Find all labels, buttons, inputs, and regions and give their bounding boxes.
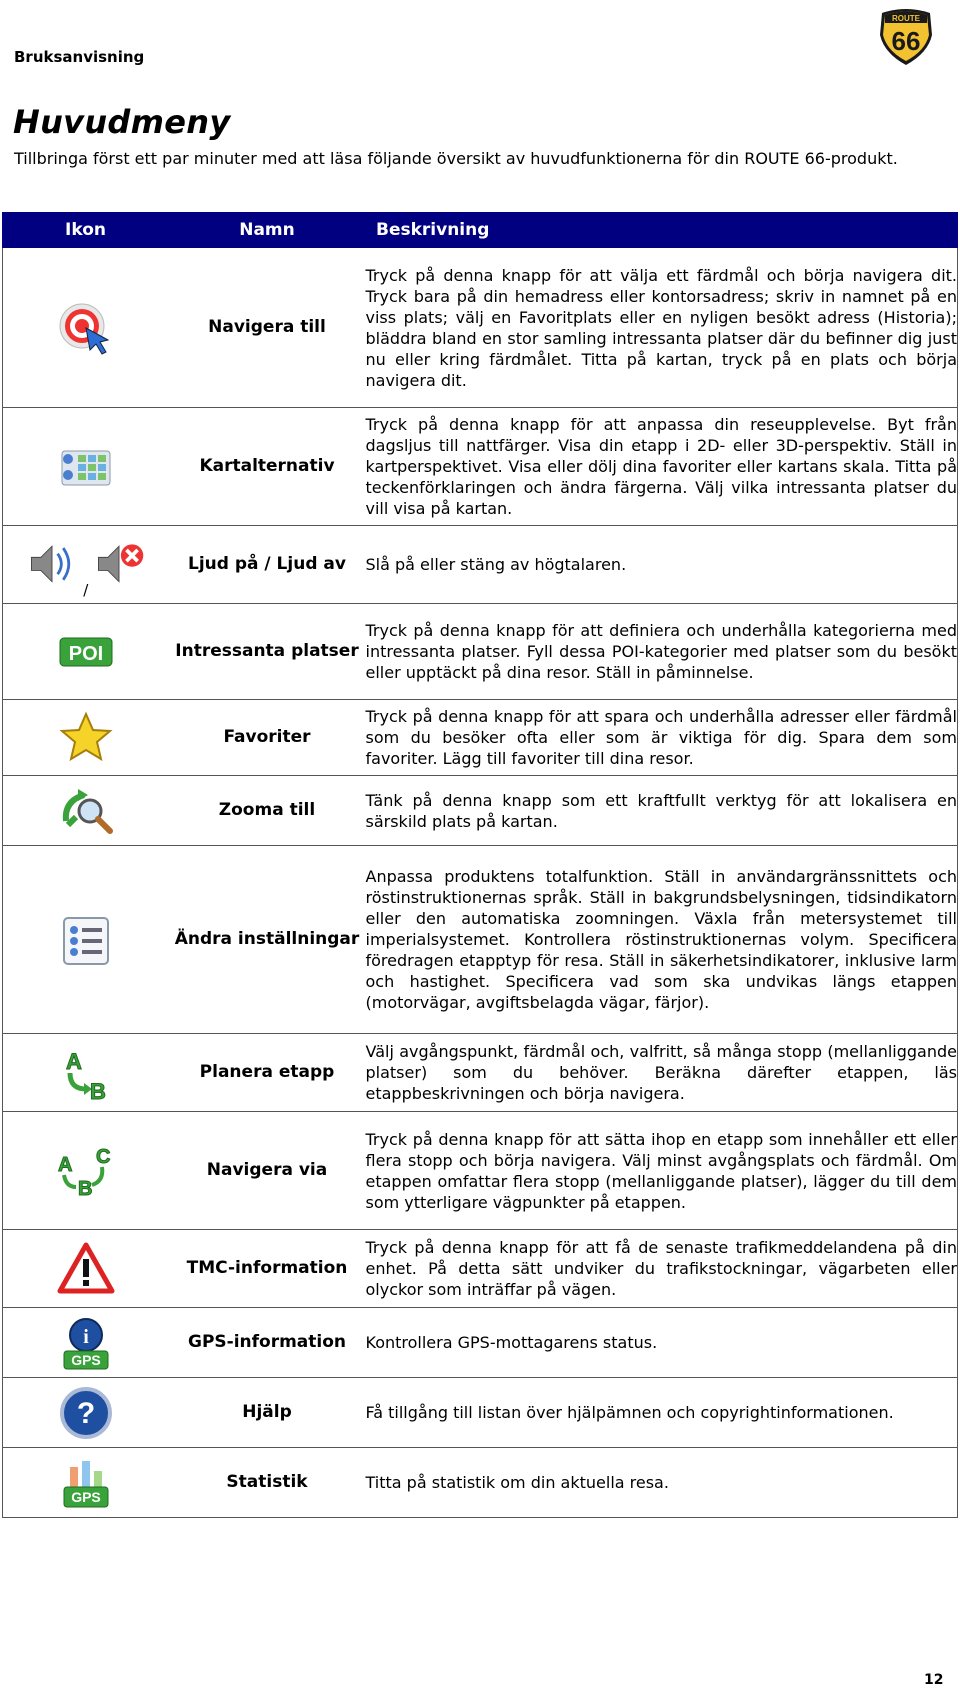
row-name: Navigera via	[169, 1112, 366, 1230]
row-name: Favoriter	[169, 700, 366, 776]
svg-text:A: A	[65, 1048, 82, 1074]
gps-info-icon	[56, 1313, 116, 1373]
svg-text:i: i	[82, 1325, 89, 1348]
row-description: Titta på statistik om din aktuella resa.	[366, 1448, 958, 1518]
table-row	[3, 1448, 958, 1518]
row-description: Tryck på denna knapp för att välja ett färdmål och börja navigera dit. Tryck bara på din hemadress eller kontorsadress; skriv in namnet på en viss plats; välj en Favoritplats eller en nyligen besökt adress (Historia); bläddra bland en stor samling intressanta platser där du befinner dig just nu eller kring färdmålet. Titta på kartan, tryck på en plats och börja navigera dit.	[366, 248, 958, 408]
row-name: Ljud på / Ljud av	[169, 526, 366, 604]
tmc-warning-icon	[56, 1239, 116, 1299]
poi-icon	[56, 622, 116, 682]
page-number: 12	[924, 1672, 944, 1688]
statistics-icon	[56, 1453, 116, 1513]
row-name: Ändra inställningar	[169, 846, 366, 1034]
table-row	[3, 1308, 958, 1378]
table-row	[3, 1034, 958, 1112]
row-description: Slå på eller stäng av högtalaren.	[366, 526, 958, 604]
navigate-target-icon	[56, 298, 116, 358]
row-description: Få tillgång till listan över hjälpämnen och copyrightinformationen.	[366, 1378, 958, 1448]
svg-text:B: B	[77, 1177, 93, 1200]
row-description: Tryck på denna knapp för att sätta ihop en etapp som innehåller ett eller flera stopp och börja navigera. Välj minst avgångsplats och färdmål. Om etappen omfattar flera stopp (mellanliggande platser), lägger du till dem som ytterligare vägpunkter på etappen.	[366, 1112, 958, 1230]
table-row	[3, 604, 958, 700]
table-row	[3, 700, 958, 776]
navigate-via-icon	[56, 1141, 116, 1201]
help-icon	[56, 1383, 116, 1443]
logo-route-text: ROUTE	[892, 14, 920, 23]
svg-text:?: ?	[76, 1396, 95, 1430]
row-description: Anpassa produktens totalfunktion. Ställ in användargränssnittets och röstinstruktionernas språk. Ställ in bakgrundsbelysningen, tidsindikatorn eller den automatiska zoomningen. Växla från metersystemet till imperialsystemet. Kontrollera röstinstruktionernas volym. Specificera föredragen etapptyp för resa. Ställ in säkerhetsindikatorer, inklusive larm och hastighet. Specificera vad som ska undvikas längs etappen (motorvägar, avgiftsbelagda vägar, färjor).	[366, 846, 958, 1034]
row-name: Hjälp	[169, 1378, 366, 1448]
svg-text:B: B	[89, 1078, 106, 1103]
header-name: Namn	[169, 213, 366, 248]
sound-separator: /	[83, 580, 89, 599]
row-description: Tryck på denna knapp för att spara och underhålla adresser eller färdmål som du besöker ofta eller som är viktiga för dig. Spara dem som favoriter. Lägg till favoriter till dina resor.	[366, 700, 958, 776]
table-row	[3, 1378, 958, 1448]
logo-number-text: 66	[891, 26, 921, 56]
table-row	[3, 1112, 958, 1230]
row-name: Navigera till	[169, 248, 366, 408]
map-options-icon	[56, 437, 116, 497]
route66-logo	[876, 5, 936, 67]
row-name: Intressanta platser	[169, 604, 366, 700]
main-menu-table	[2, 212, 958, 1518]
settings-icon	[56, 910, 116, 970]
table-row	[3, 248, 958, 408]
table-header-row	[3, 213, 958, 248]
table-row	[3, 408, 958, 526]
table-row	[3, 776, 958, 846]
zoom-icon	[56, 781, 116, 841]
row-description: Tryck på denna knapp för att definiera och underhålla kategorierna med intressanta platser. Fyll dessa POI-kategorier med platser som du besökt eller upptäckt på dina resor. Ställ in påminnelse.	[366, 604, 958, 700]
row-description: Kontrollera GPS-mottagarens status.	[366, 1308, 958, 1378]
speaker-on-icon	[24, 535, 80, 591]
svg-text:GPS: GPS	[70, 1488, 101, 1505]
svg-text:C: C	[95, 1145, 111, 1168]
sound-on-off-icon	[24, 535, 147, 599]
row-name: GPS-information	[169, 1308, 366, 1378]
page-heading: Huvudmeny	[13, 103, 231, 141]
row-description: Tänk på denna knapp som ett kraftfullt verktyg för att lokalisera en särskild plats på kartan.	[366, 776, 958, 846]
table-row	[3, 1230, 958, 1308]
table-row	[3, 526, 958, 604]
intro-paragraph: Tillbringa först ett par minuter med att läsa följande översikt av huvudfunktionerna för din ROUTE 66-produkt.	[14, 149, 898, 168]
svg-text:GPS: GPS	[70, 1351, 101, 1368]
row-name: TMC-information	[169, 1230, 366, 1308]
speaker-off-icon	[91, 535, 147, 591]
header-icon: Ikon	[3, 213, 169, 248]
table-row	[3, 846, 958, 1034]
row-name: Kartalternativ	[169, 408, 366, 526]
document-title: Bruksanvisning	[14, 48, 145, 66]
svg-text:POI: POI	[68, 642, 103, 665]
row-name: Planera etapp	[169, 1034, 366, 1112]
row-description: Tryck på denna knapp för att anpassa din reseupplevelse. Byt från dagsljus till nattfärger. Visa din etapp i 2D- eller 3D-perspektiv. Ställ in kartperspektivet. Visa eller dölj dina favoriter eller kartans skala. Titta på teckenförklaringen och ändra färgerna. Välj vilka intressanta platser du vill visa på kartan.	[366, 408, 958, 526]
row-name: Zooma till	[169, 776, 366, 846]
header-description: Beskrivning	[366, 213, 958, 248]
row-description: Tryck på denna knapp för att få de senaste trafikmeddelandena på din enhet. På detta sätt undviker du trafikstockningar, vägarbeten eller olyckor som inträffar på vägen.	[366, 1230, 958, 1308]
row-description: Välj avgångspunkt, färdmål och, valfritt, så många stopp (mellanliggande platser) som du behöver. Beräkna därefter etappen, läs etappbeskrivningen och börja navigera.	[366, 1034, 958, 1112]
star-icon	[56, 708, 116, 768]
plan-route-icon	[56, 1043, 116, 1103]
row-name: Statistik	[169, 1448, 366, 1518]
svg-text:A: A	[57, 1153, 73, 1176]
